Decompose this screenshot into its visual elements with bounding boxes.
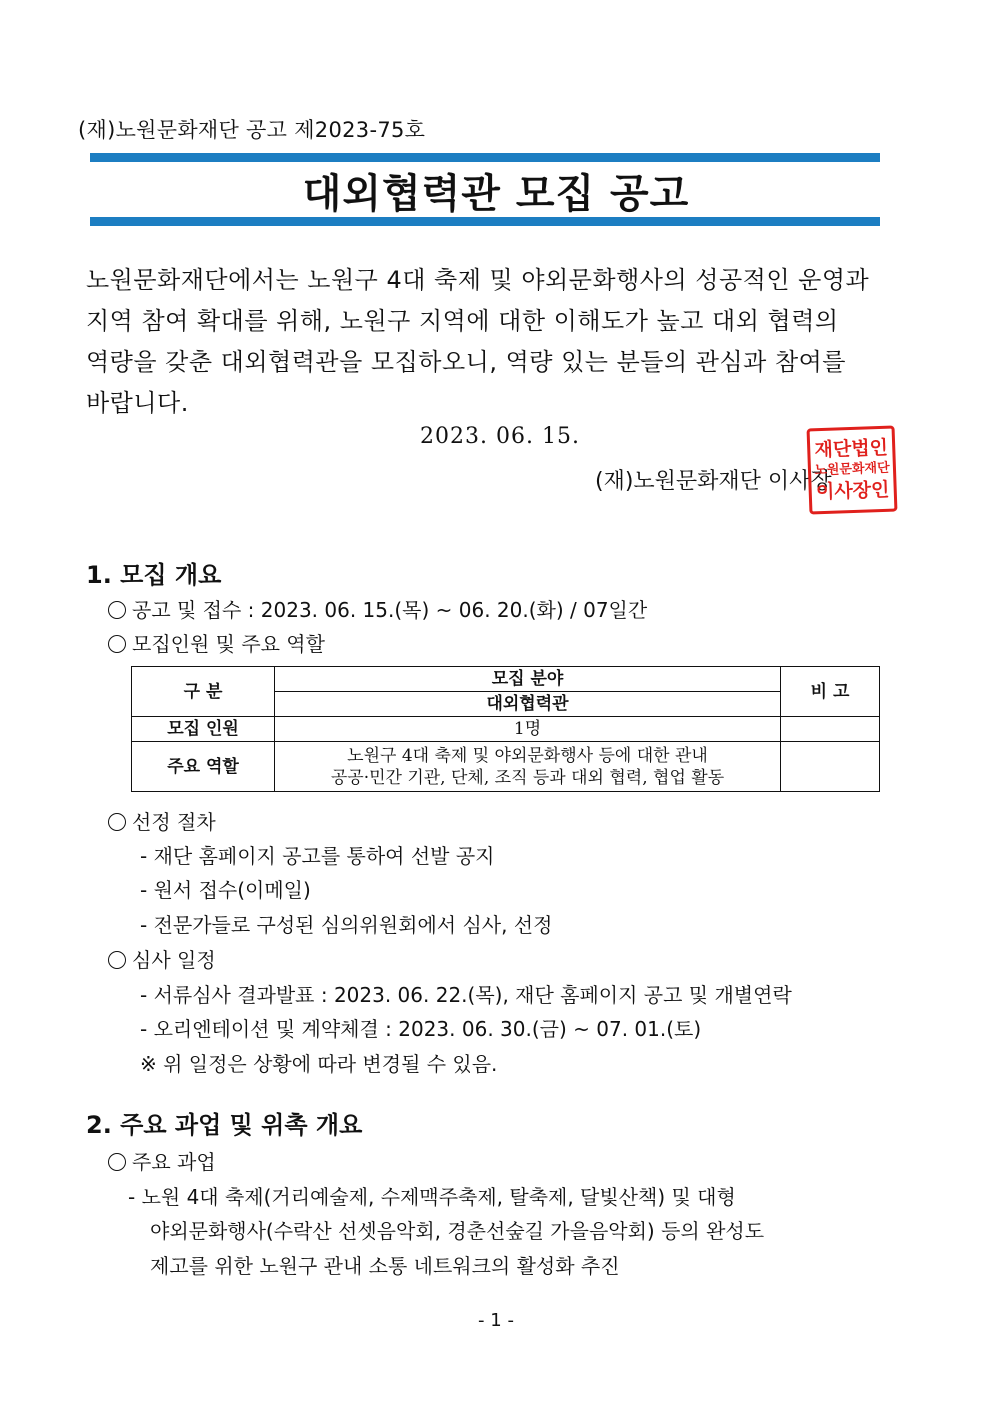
col-field-header: 모집 분야: [275, 667, 781, 692]
notice-number: (재)노원문화재단 공고 제2023-75호: [78, 118, 426, 142]
task-line: 제고를 위한 노원구 관내 소통 네트워크의 활성화 추진: [150, 1254, 620, 1278]
role-line: 공공·민간 기관, 단체, 조직 등과 대외 협력, 협업 활동: [330, 767, 725, 788]
circle-bullet-icon: [108, 1153, 126, 1171]
row-count-value: 1명: [275, 717, 781, 742]
seal-line: 재단법인: [814, 436, 889, 462]
intro-line: 노원문화재단에서는 노원구 4대 축제 및 야외문화행사의 성공적인 운영과: [86, 266, 870, 294]
selection-item: [108, 806, 216, 835]
section-heading: 2. 주요 과업 및 위촉 개요: [86, 1111, 363, 1139]
seal-line: 이사장인: [815, 478, 890, 504]
recruitment-table: [131, 666, 880, 792]
selection-step: - 재단 홈페이지 공고를 통하여 선발 공지: [140, 844, 495, 868]
circle-bullet-icon: [108, 813, 126, 831]
row-count-label: 모집 인원: [132, 717, 275, 742]
selection-title: 선정 절차: [132, 810, 216, 834]
row-role-note: [781, 742, 880, 792]
selection-step: - 원서 접수(이메일): [140, 878, 311, 902]
title-rule-bottom: [90, 217, 880, 226]
col-category-header: 구 분: [132, 667, 275, 717]
role-line: 노원구 4대 축제 및 야외문화행사 등에 대한 관내: [347, 745, 708, 766]
circle-bullet-icon: [108, 951, 126, 969]
col-field-value: 대외협력관: [275, 692, 781, 717]
row-role-value: [275, 742, 781, 792]
official-seal: [807, 425, 898, 514]
circle-bullet-icon: [108, 601, 126, 619]
period-item: [108, 594, 647, 623]
intro-line: 지역 참여 확대를 위해, 노원구 지역에 대한 이해도가 높고 대외 협력의: [86, 307, 839, 335]
schedule-title: 심사 일정: [132, 948, 216, 972]
row-role-label: 주요 역할: [132, 742, 275, 792]
tasks-title: 주요 과업: [132, 1150, 216, 1174]
section-heading: 1. 모집 개요: [86, 561, 222, 589]
intro-line: 역량을 갖춘 대외협력관을 모집하오니, 역량 있는 분들의 관심과 참여를: [86, 348, 846, 376]
schedule-step: - 오리엔테이션 및 계약체결 : 2023. 06. 30.(금) ~ 07. 01.(토): [140, 1017, 702, 1041]
selection-step: - 전문가들로 구성된 심의위원회에서 심사, 선정: [140, 913, 553, 937]
tasks-item: [108, 1146, 216, 1175]
task-line: 야외문화행사(수락산 선셋음악회, 경춘선숲길 가을음악회) 등의 완성도: [150, 1219, 765, 1243]
announcement-date: 2023. 06. 15.: [420, 424, 580, 449]
title-rule-top: [90, 153, 880, 162]
row-count-note: [781, 717, 880, 742]
schedule-item: [108, 944, 216, 973]
col-note-header: 비 고: [781, 667, 880, 717]
roles-title: 모집인원 및 주요 역할: [132, 632, 325, 656]
circle-bullet-icon: [108, 635, 126, 653]
page-title: 대외협력관 모집 공고: [302, 171, 690, 217]
roles-item: [108, 628, 325, 657]
schedule-note: ※ 위 일정은 상황에 따라 변경될 수 있음.: [140, 1052, 498, 1076]
issuer-name: (재)노원문화재단 이사장: [595, 469, 832, 494]
schedule-step: - 서류심사 결과발표 : 2023. 06. 22.(목), 재단 홈페이지 공고 및 개별연락: [140, 983, 792, 1007]
seal-line: 노원문화재단: [814, 460, 890, 479]
period-text: 공고 및 접수 : 2023. 06. 15.(목) ~ 06. 20.(화) / 07일간: [132, 598, 648, 622]
page-number: - 1 -: [478, 1310, 514, 1331]
intro-line: 바랍니다.: [86, 389, 189, 417]
task-line: - 노원 4대 축제(거리예술제, 수제맥주축제, 탈축제, 달빛산책) 및 대형: [128, 1185, 736, 1209]
